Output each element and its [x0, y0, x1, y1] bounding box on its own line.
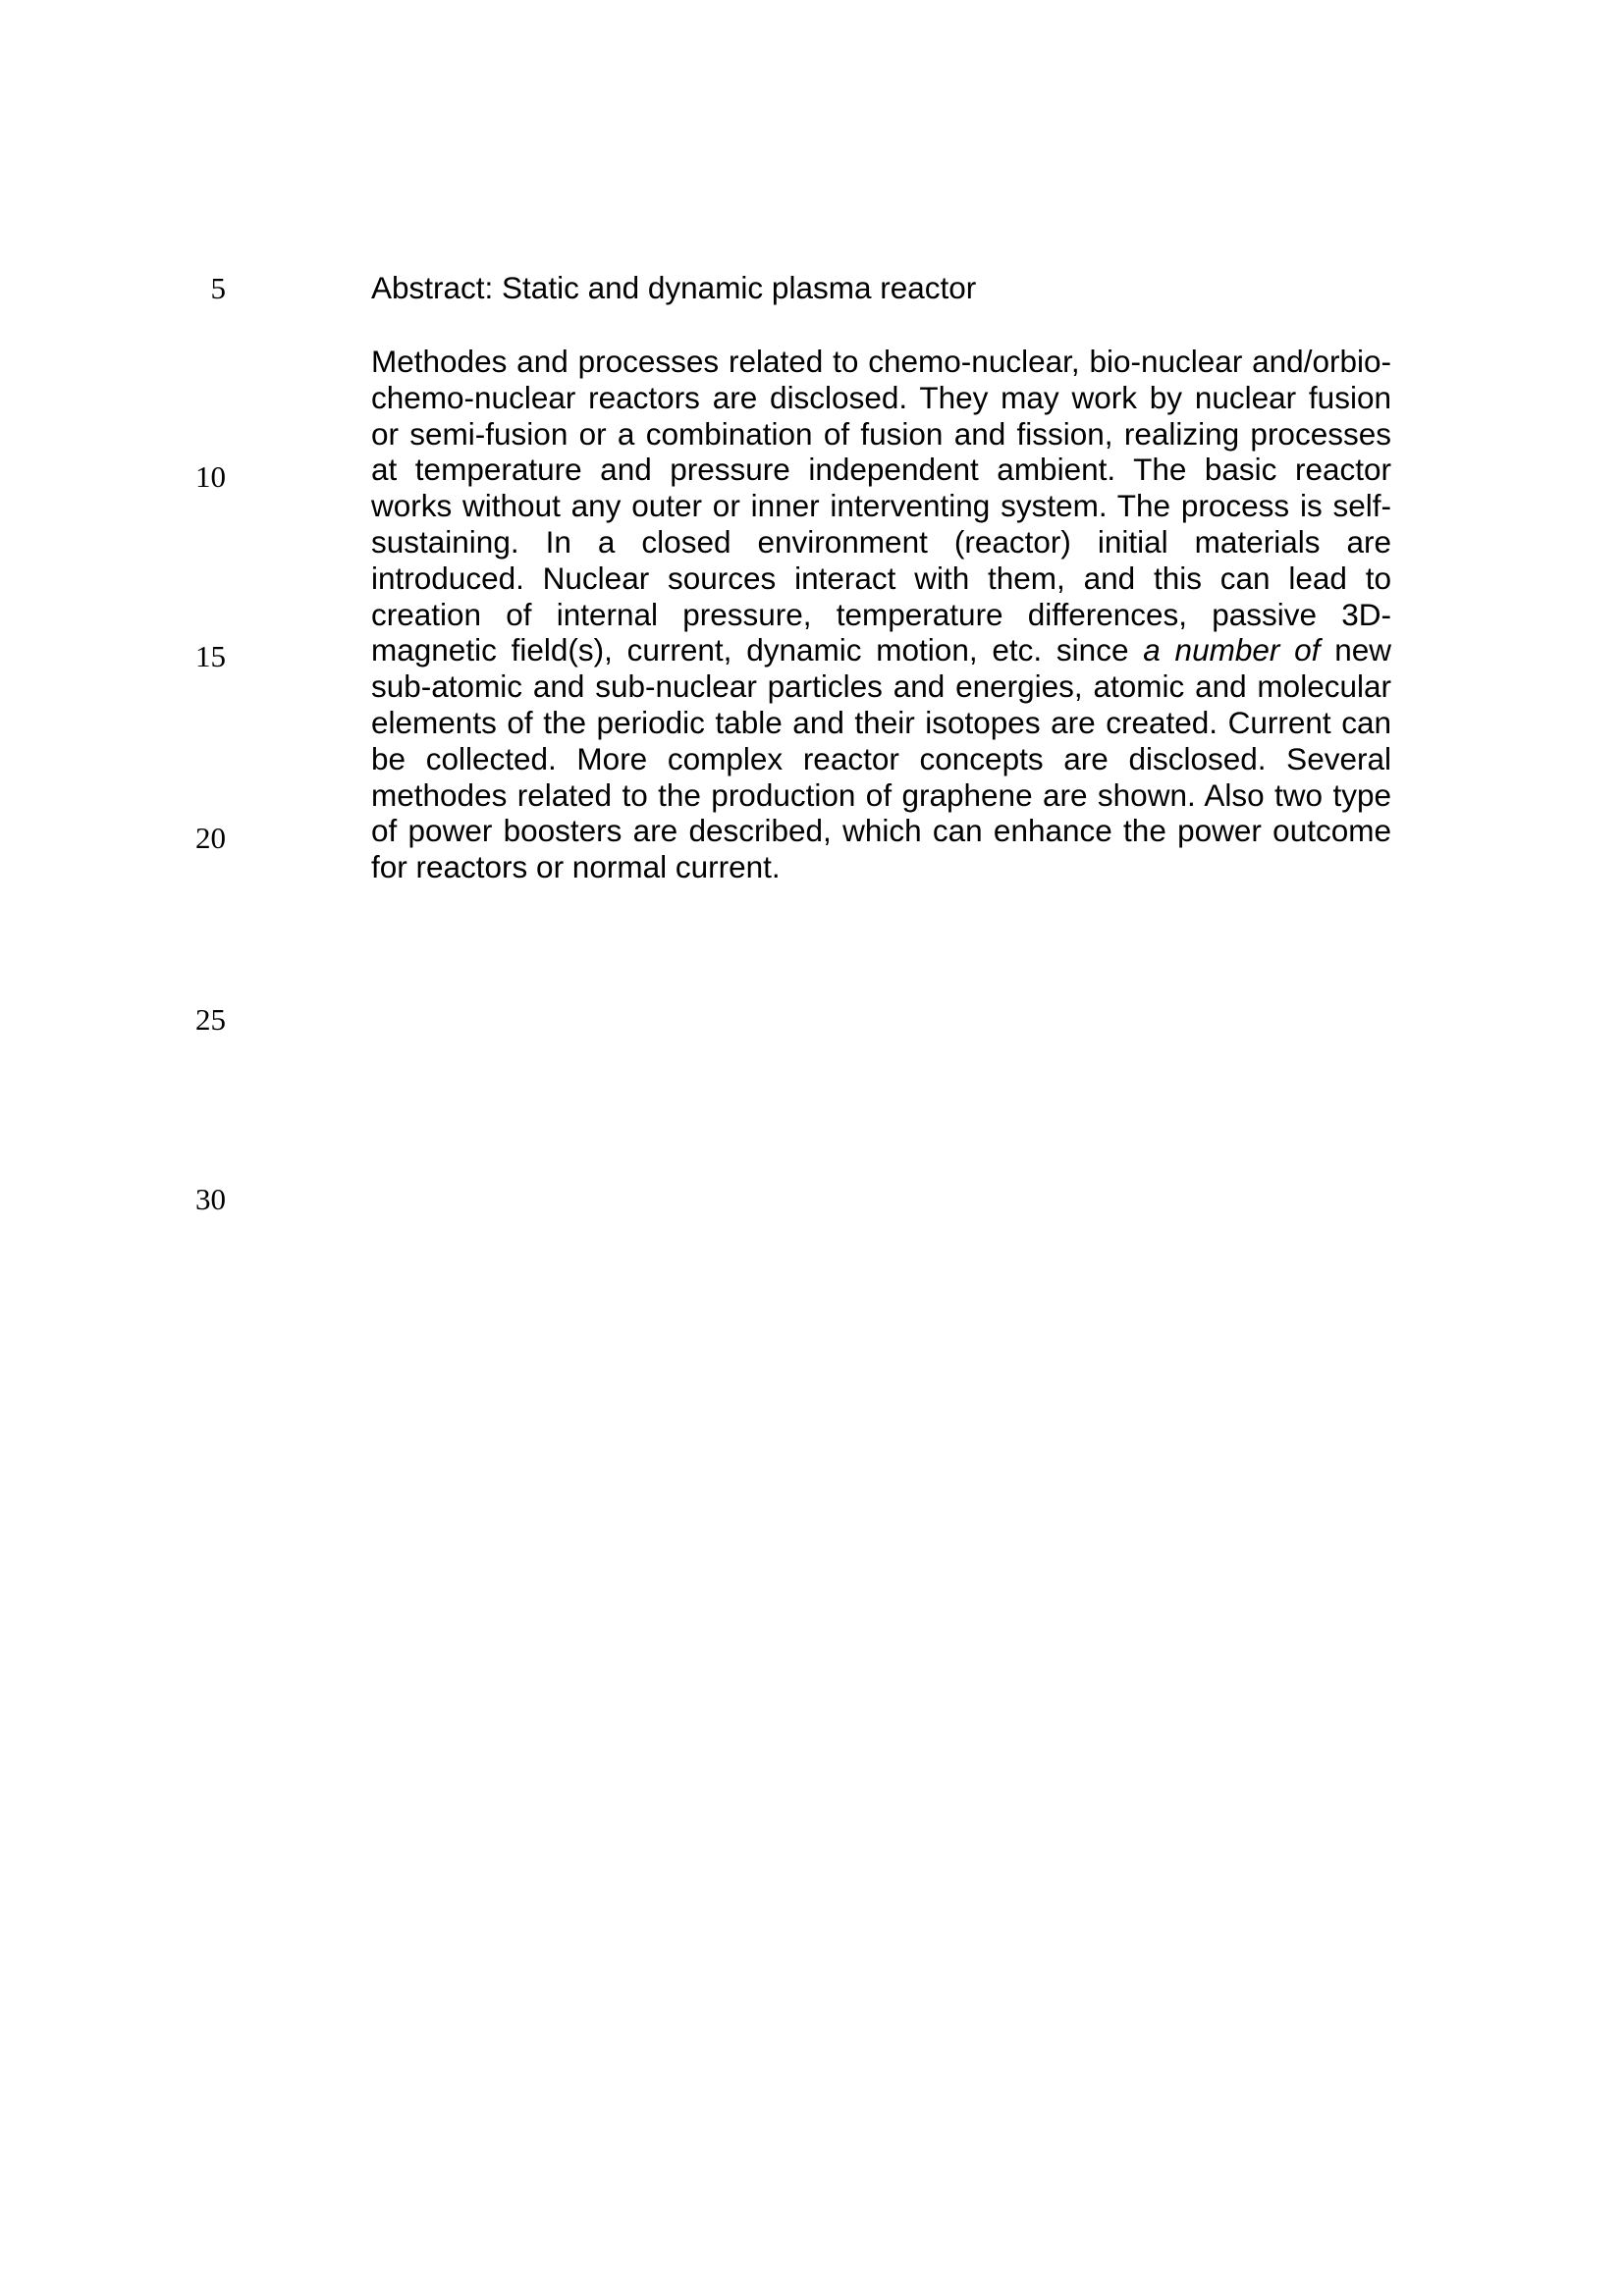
abstract-text-line	[371, 561, 1391, 597]
abstract-text-line	[371, 524, 1391, 561]
line-number-20: 20	[195, 821, 226, 855]
abstract-text-line	[371, 416, 1391, 453]
line-number-25: 25	[195, 1002, 226, 1037]
text-segment: of power boosters are described, which can enhance the power outcome	[371, 813, 1391, 849]
line-number-15: 15	[195, 639, 226, 673]
abstract-text-line	[371, 344, 1391, 380]
text-segment: Methodes and processes related to chemo-nuclear, bio-nuclear and/orbio-	[371, 344, 1391, 379]
text-segment: at temperature and pressure independent ambient. The basic reactor	[371, 452, 1391, 488]
text-segment: sub-atomic and sub-nuclear particles and energies, atomic and molecular	[371, 668, 1391, 705]
text-segment: elements of the periodic table and their isotopes are created. Current can	[371, 704, 1391, 740]
abstract-text-line	[371, 452, 1391, 488]
abstract-text-line	[371, 488, 1391, 524]
abstract-text-line	[371, 705, 1391, 741]
abstract-text-line	[371, 777, 1391, 814]
text-segment: works without any outer or inner interventing system. The process is self-	[371, 488, 1391, 524]
abstract-title: Abstract: Static and dynamic plasma reactor	[371, 270, 977, 305]
abstract-text-line	[371, 632, 1391, 668]
abstract-text-line	[371, 380, 1391, 416]
text-segment: new	[1320, 632, 1391, 668]
abstract-text-line	[371, 849, 1391, 885]
text-segment: methodes related to the production of graphene are shown. Also two type	[371, 776, 1391, 813]
abstract-text-line	[371, 597, 1391, 633]
abstract-text-line	[371, 741, 1391, 777]
text-segment: sustaining. In a closed environment (reactor) initial materials are	[371, 523, 1391, 560]
abstract-text-line	[371, 668, 1391, 705]
text-segment: chemo-nuclear reactors are disclosed. They may work by nuclear fusion	[371, 379, 1391, 415]
italic-phrase: a number of	[1143, 632, 1321, 668]
text-segment: or semi-fusion or a combination of fusion and fission, realizing processes	[371, 415, 1391, 452]
text-segment: magnetic field(s), current, dynamic motion, etc. since	[371, 632, 1144, 668]
abstract-paragraph	[371, 344, 1391, 885]
text-segment: creation of internal pressure, temperature differences, passive 3D-	[371, 596, 1391, 632]
text-segment: for reactors or normal current.	[371, 849, 781, 885]
line-number-5: 5	[210, 271, 226, 305]
line-number-10: 10	[195, 459, 226, 494]
line-number-30: 30	[195, 1182, 226, 1216]
text-segment: be collected. More complex reactor concepts are disclosed. Several	[371, 740, 1391, 776]
abstract-text-line	[371, 813, 1391, 849]
text-segment: introduced. Nuclear sources interact with them, and this can lead to	[371, 560, 1391, 596]
